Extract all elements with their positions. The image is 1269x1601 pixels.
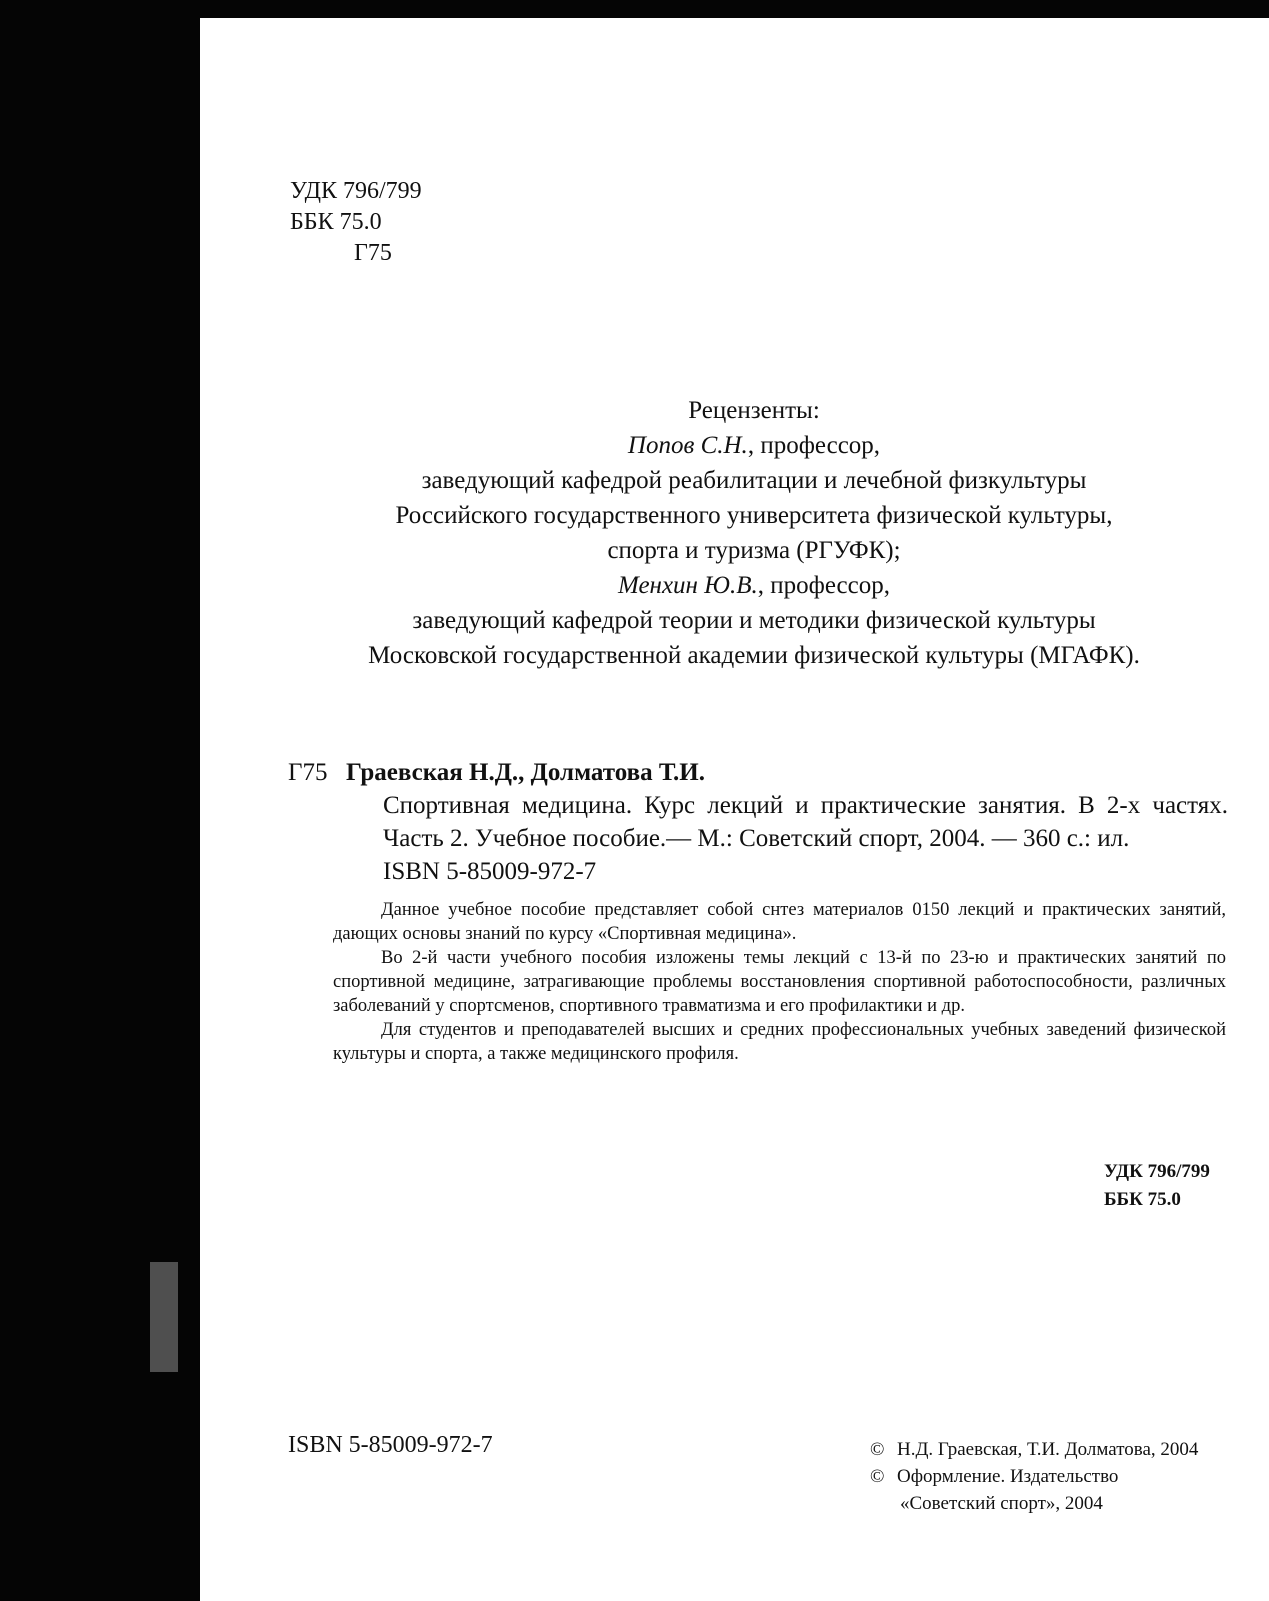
copyright-design: Оформление. Издательство [897,1466,1119,1487]
copyright-line [870,1436,1198,1463]
bib-description: Спортивная медицина. Курс лекций и практические занятия. В 2-х частях. Часть 2. Учебное пособие.— М.: Советский спорт, 2004. — 360 с.: ил. [383,792,1228,852]
isbn-bottom: ISBN 5-85009-972-7 [288,1432,493,1458]
reviewer-2-academy: Московской государственной академии физической культуры (МГАФК). [368,642,1140,669]
author-mark: Г75 [354,240,392,266]
reviewer-2 [300,568,1208,603]
bbk-code-bottom: ББК 75.0 [1104,1189,1181,1210]
reviewer-1-title: , профессор, [747,432,881,459]
bib-index: Г75 [288,759,328,786]
copyright-symbol: © [870,1466,885,1487]
reviewer-1-university: Российского государственного университета физической культуры, [395,502,1113,529]
bib-isbn: ISBN 5-85009-972-7 [383,858,597,885]
annotation-paragraph: Данное учебное пособие представляет собой снтез материалов 0150 лекций и практических занятий, дающих основы знаний по курсу «Спортивная медицина». [333,900,1226,944]
annotation [333,898,1226,1066]
reviewer-2-title: , профессор, [757,572,891,599]
reviewer-2-position: заведующий кафедрой теории и методики физической культуры [412,607,1096,634]
reviewer-1-position: заведующий кафедрой реабилитации и лечебной физкультуры [421,467,1087,494]
copyright-block [870,1436,1198,1517]
udk-code-bottom: УДК 796/799 [1104,1161,1210,1182]
reviewer-1 [300,428,1208,463]
annotation-paragraph: Для студентов и преподавателей высших и средних профессиональных учебных заведений физической культуры и спорта, а также медицинского профиля. [333,1020,1226,1064]
bib-authors: Граевская Н.Д., Долматова Т.И. [346,759,705,786]
reviewer-1-name: Попов С.Н. [627,432,748,459]
reviewer-2-name: Менхин Ю.В. [617,572,758,599]
scan-artifact [150,1262,178,1372]
copyright-authors: Н.Д. Граевская, Т.И. Долматова, 2004 [897,1439,1199,1460]
copyright-publisher: «Советский спорт», 2004 [900,1493,1103,1514]
classification-codes-bottom [1104,1158,1210,1214]
reviewers-heading: Рецензенты: [688,397,820,424]
annotation-paragraph: Во 2-й части учебного пособия изложены темы лекций с 13-й по 23-ю и практических занятий по спортивной медицине, затрагивающие проблемы восстановления спортивной работоспособности, различных заболеваний у спортсменов, спортивного травматизма и его профилактики и др. [333,948,1226,1016]
bbk-code: ББК 75.0 [290,209,382,235]
copyright-symbol: © [870,1439,885,1460]
copyright-line [870,1463,1198,1490]
scan-dark-edge-top [0,0,1269,18]
udk-code: УДК 796/799 [290,178,422,204]
reviewer-1-university-cont: спорта и туризма (РГУФК); [607,537,901,564]
classification-codes [290,176,422,269]
reviewers-block [300,393,1208,673]
